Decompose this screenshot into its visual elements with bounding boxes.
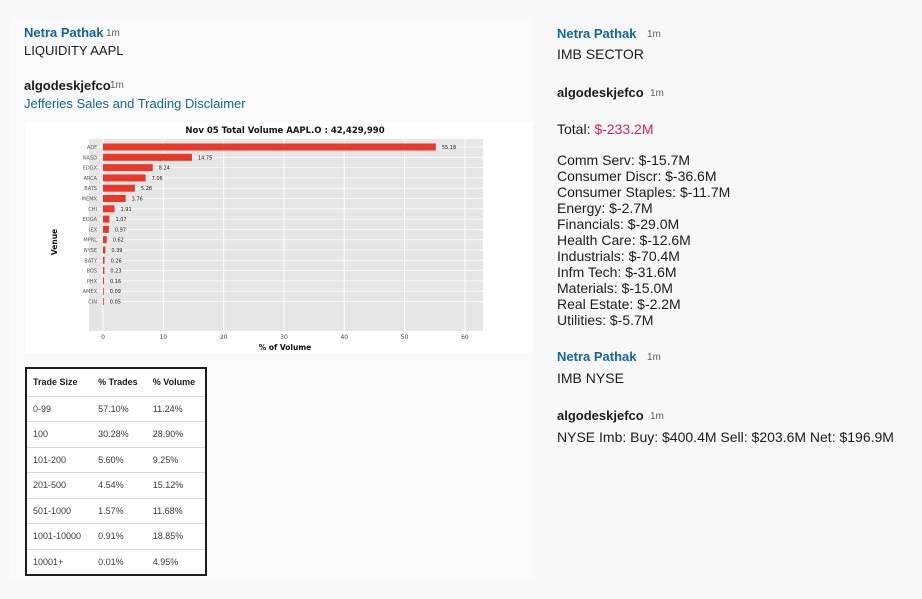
venue-volume-chart (25, 122, 533, 353)
message-text: LIQUIDITY AAPL (24, 43, 124, 58)
table-header-row (26, 368, 206, 396)
trade-size-table (25, 367, 207, 576)
chart-title: Nov 05 Total Volume AAPL.O : 42,429,990 (185, 126, 385, 136)
column-header: Trade Size (26, 368, 92, 396)
sector-item: Consumer Discr: $-36.6M (557, 168, 717, 184)
sender-name[interactable]: Netra Pathak (557, 26, 637, 41)
x-tick-label: 10 (159, 334, 168, 341)
message-timestamp[interactable]: 1m (650, 88, 664, 99)
table-cell: 4.54% (92, 473, 147, 499)
sector-item: Real Estate: $-2.2M (557, 296, 681, 312)
column-header: % Volume (147, 368, 206, 396)
total-label: Total: (557, 121, 595, 137)
table-cell: 101-200 (26, 447, 92, 473)
bar-value-label: 0.16 (109, 278, 122, 285)
table-cell: 0-99 (26, 396, 92, 422)
y-tick-label: BATS (84, 186, 97, 193)
message-timestamp[interactable]: 1m (106, 28, 120, 39)
bar (103, 205, 115, 212)
y-tick-label: MPRL (83, 237, 97, 244)
y-tick-label: NYSE (83, 248, 97, 254)
bar (103, 195, 126, 202)
bar-value-label: 0.97 (114, 227, 126, 234)
bar (103, 144, 436, 151)
table-row (26, 396, 206, 422)
table-cell: 1.57% (92, 498, 147, 524)
table-cell: 1001-10000 (26, 524, 92, 550)
bar (103, 164, 153, 171)
volume-chart-image[interactable] (25, 122, 533, 353)
sector-item: Utilities: $-5.7M (557, 312, 654, 328)
y-tick-label: ARCA (83, 175, 97, 182)
bar-value-label: 5.28 (140, 186, 152, 193)
bar (103, 288, 104, 295)
table-cell: 4.95% (152, 556, 179, 567)
x-tick-label: 30 (280, 334, 288, 341)
sector-item: Industrials: $-70.4M (557, 248, 680, 264)
sender-name[interactable]: algodeskjefco (557, 408, 644, 423)
disclaimer-link[interactable]: Jefferies Sales and Trading Disclaimer (24, 96, 246, 111)
table-cell: 30.28% (92, 422, 147, 448)
bar (103, 267, 104, 274)
y-tick-label: CHI (88, 206, 97, 213)
table-cell: 501-1000 (26, 498, 92, 524)
y-tick-label: BOS (86, 268, 97, 275)
bar-value-label: 0.23 (110, 268, 122, 275)
bar-value-label: 14.75 (197, 155, 213, 162)
x-tick-label: 20 (219, 334, 228, 341)
table-row (26, 549, 206, 575)
message-timestamp[interactable]: 1m (647, 352, 661, 363)
message-timestamp[interactable]: 1m (110, 80, 124, 91)
message-text: IMB SECTOR (557, 46, 644, 62)
x-tick-label: 50 (400, 334, 409, 341)
y-tick-label: CIN (88, 299, 97, 306)
y-tick-label: NASD (82, 155, 97, 162)
message-text: IMB NYSE (557, 370, 624, 386)
table-cell: 100 (26, 422, 92, 448)
bar (103, 154, 192, 161)
sender-name[interactable]: Netra Pathak (24, 25, 104, 40)
y-tick-label: ADF (86, 145, 97, 151)
sender-name[interactable]: algodeskjefco (557, 85, 644, 100)
sector-item: Energy: $-2.7M (557, 200, 653, 216)
bar (103, 257, 105, 264)
x-axis-label: % of Volume (258, 343, 312, 352)
table-row (26, 524, 206, 550)
message-timestamp[interactable]: 1m (647, 29, 661, 40)
bar-value-label: 0.05 (109, 299, 121, 306)
table-cell: 18.85% (147, 524, 206, 550)
sector-item: Health Care: $-12.6M (557, 232, 691, 248)
table-cell: 10001+ (33, 556, 64, 567)
bar (103, 185, 135, 192)
y-axis-label: Venue (50, 228, 59, 256)
bar-value-label: 1.91 (120, 206, 132, 213)
bar-value-label: 0.09 (109, 289, 121, 296)
table-row (26, 473, 206, 499)
table-cell: 28.90% (147, 422, 206, 448)
sector-item: Consumer Staples: $-11.7M (557, 184, 731, 200)
bar (103, 236, 107, 243)
bar-value-label: 1.07 (115, 217, 127, 224)
table-cell: 5.60% (92, 447, 147, 473)
message-timestamp[interactable]: 1m (650, 411, 664, 422)
total-value: $-233.2M (594, 121, 654, 137)
column-header: % Trades (92, 368, 147, 396)
right-message-panel (548, 18, 922, 580)
bar (103, 247, 105, 254)
table-cell: 0.91% (92, 524, 147, 550)
bar (103, 226, 109, 233)
sector-item: Materials: $-15.0M (557, 280, 673, 296)
table-cell: 11.68% (147, 498, 206, 524)
table-cell: 201-500 (26, 473, 92, 499)
bar-value-label: 8.24 (158, 165, 170, 172)
sender-name[interactable]: algodeskjefco (24, 78, 111, 93)
sender-name[interactable]: Netra Pathak (557, 349, 637, 364)
bar-value-label: 7.06 (151, 175, 163, 182)
bar-value-label: 0.62 (112, 237, 124, 244)
y-tick-label: MEMX (81, 196, 97, 203)
bar-value-label: 55.18 (441, 145, 457, 151)
bar (103, 298, 104, 305)
x-tick-label: 60 (461, 334, 469, 341)
y-tick-label: AMEX (82, 289, 97, 296)
y-tick-label: IEX (88, 227, 97, 234)
sector-item: Financials: $-29.0M (557, 216, 680, 232)
table-cell: 0.01% (98, 556, 124, 567)
table-cell: 57.10% (92, 396, 147, 422)
bar-value-label: 0.26 (110, 258, 122, 265)
bar-value-label: 0.39 (111, 248, 123, 254)
table-row (26, 447, 206, 473)
bar-value-label: 3.76 (131, 196, 143, 203)
y-tick-label: EDGA (82, 217, 97, 224)
table-row (26, 422, 206, 448)
table-cell: 9.25% (147, 447, 206, 473)
sector-total (557, 121, 654, 137)
y-tick-label: BATY (84, 258, 97, 265)
x-tick-label: 0 (101, 334, 105, 341)
y-tick-label: EDGX (82, 165, 97, 172)
sector-item: Infm Tech: $-31.6M (557, 264, 677, 280)
table-cell: 11.24% (147, 396, 206, 422)
sector-item: Comm Serv: $-15.7M (557, 152, 691, 168)
bar (103, 216, 109, 223)
message-text: NYSE Imb: Buy: $400.4M Sell: $203.6M Net: $196.9M (557, 429, 894, 445)
table-row (26, 498, 206, 524)
bar (103, 174, 146, 181)
left-message-panel (10, 18, 533, 580)
bar (103, 277, 104, 284)
y-tick-label: PHX (86, 278, 97, 285)
x-tick-label: 40 (340, 334, 349, 341)
table-cell: 15.12% (147, 473, 206, 499)
sector-list (557, 152, 730, 328)
